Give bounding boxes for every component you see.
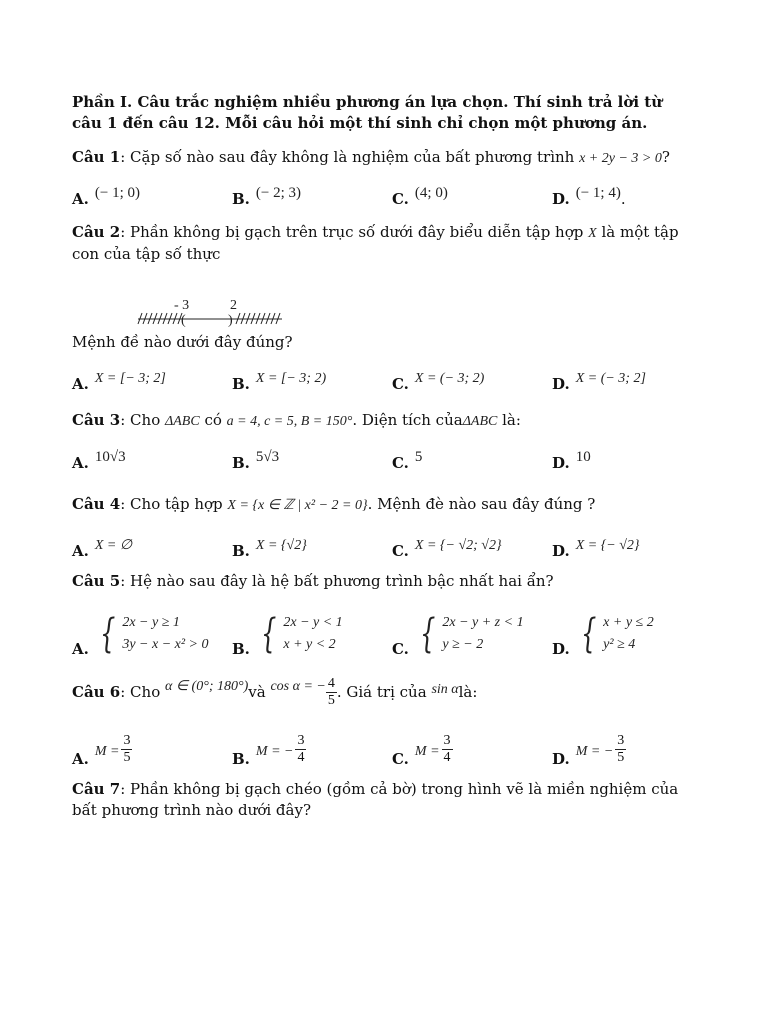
option-c[interactable] <box>392 735 453 768</box>
question-3-options <box>72 432 692 472</box>
system-of-inequalities: { x + y ≤ 2 y² ≥ 4 <box>580 611 654 657</box>
option-value: X = (− 3; 2] <box>575 371 646 386</box>
option-a[interactable] <box>72 735 132 768</box>
question-5-label: Câu 5 <box>72 572 121 590</box>
option-value: X = ∅ <box>94 538 133 553</box>
system-of-inequalities: { 2x − y < 1 x + y < 2 <box>260 611 343 657</box>
option-c[interactable] <box>392 185 448 208</box>
question-5-text: : Hệ nào sau đây là hệ bất phương trình bậc nhất hai ẩn? <box>120 572 554 590</box>
section-header <box>72 92 692 134</box>
header-line-1: Phần I. Câu trắc nghiệm nhiều phương án lựa chọn. Thí sinh trả lời từ <box>72 93 663 111</box>
question-1 <box>72 147 692 169</box>
question-3-text: có <box>199 411 227 429</box>
hatch-left <box>138 313 182 324</box>
question-3-label: Câu 3 <box>72 411 121 429</box>
option-label: A. <box>72 542 89 560</box>
system-line-1: 2x − y + z < 1 <box>442 615 524 630</box>
question-1-text: : Cặp số nào sau đây không là nghiệm của bất phương trình <box>120 148 580 166</box>
option-prefix: M = <box>94 744 120 759</box>
option-a[interactable] <box>72 371 166 393</box>
option-label: A. <box>72 190 89 208</box>
triangle-symbol: ΔABC <box>165 414 200 429</box>
option-value: (− 1; 4) <box>575 185 621 201</box>
option-label: D. <box>552 375 570 393</box>
option-value: 10√3 <box>94 449 126 465</box>
question-7-label: Câu 7 <box>72 780 121 798</box>
fraction-denominator: 4 <box>443 750 451 765</box>
question-2-options <box>72 353 692 393</box>
system-line-2: x + y < 2 <box>283 637 336 652</box>
system-of-inequalities: { 2x − y ≥ 1 3y − x − x² > 0 <box>99 611 209 657</box>
option-label: C. <box>392 190 409 208</box>
question-3-text: là: <box>497 411 521 429</box>
fraction-denominator: 4 <box>297 750 305 765</box>
option-label: D. <box>552 640 570 658</box>
option-label: B. <box>232 750 250 768</box>
option-a[interactable] <box>72 449 126 472</box>
option-c[interactable] <box>392 449 423 472</box>
option-label: D. <box>552 454 570 472</box>
question-7-line-2: bất phương trình nào dưới đây? <box>72 801 311 819</box>
option-b[interactable] <box>232 611 343 658</box>
option-value: X = {− √2} <box>575 538 640 553</box>
given-values: a = 4, c = 5, B = 150° <box>226 414 353 429</box>
option-label: C. <box>392 750 409 768</box>
question-1-options <box>72 168 692 208</box>
fraction-denominator: 5 <box>617 750 625 765</box>
system-line-2: y ≥ − 2 <box>442 637 484 652</box>
cos-fraction <box>326 676 337 709</box>
option-fraction <box>295 733 306 766</box>
option-d[interactable] <box>552 371 646 393</box>
option-fraction <box>615 733 626 766</box>
question-6 <box>72 672 692 712</box>
question-2-text-end: là một tập <box>596 223 679 241</box>
question-1-end: ? <box>661 148 670 166</box>
option-value: X = (− 3; 2) <box>414 371 485 386</box>
option-b[interactable] <box>232 735 306 768</box>
option-b[interactable] <box>232 185 302 208</box>
sin-expression: sin α <box>431 681 459 697</box>
option-label: A. <box>72 750 89 768</box>
system-line-1: 2x − y < 1 <box>283 615 343 630</box>
option-label: D. <box>552 190 570 208</box>
option-label: D. <box>552 750 570 768</box>
number-line-figure <box>134 294 286 328</box>
system-line-1: x + y ≤ 2 <box>603 615 654 630</box>
question-6-label: Câu 6 <box>72 682 121 701</box>
option-d[interactable] <box>552 538 640 560</box>
question-6-text: và <box>248 682 266 701</box>
question-6-options <box>72 726 692 768</box>
system-line-2: 3y − x − x² > 0 <box>122 637 209 652</box>
option-label: B. <box>232 190 250 208</box>
option-b[interactable] <box>232 371 327 393</box>
fraction-numerator: 3 <box>297 733 305 748</box>
option-value: (4; 0) <box>414 185 448 201</box>
option-value: 5 <box>414 449 423 465</box>
option-b[interactable] <box>232 538 307 560</box>
option-value: X = [− 3; 2) <box>255 371 327 386</box>
option-d[interactable] <box>552 611 654 658</box>
axis-label-right: 2 <box>230 298 237 313</box>
option-value: 10 <box>575 449 591 465</box>
option-c[interactable] <box>392 611 524 658</box>
system-line-2: y² ≥ 4 <box>603 637 636 652</box>
close-bracket-mark: ) <box>228 313 233 328</box>
fraction-denominator: 5 <box>327 692 335 708</box>
option-fraction <box>121 733 132 766</box>
option-label: A. <box>72 640 89 658</box>
question-3-text: : Cho <box>120 411 165 429</box>
cos-expression: cos α = − <box>270 678 326 694</box>
fraction-denominator: 5 <box>123 750 131 765</box>
question-4-text: : Cho tập hợp <box>120 495 228 513</box>
option-a[interactable] <box>72 611 209 658</box>
question-2 <box>72 222 692 265</box>
option-c[interactable] <box>392 371 485 393</box>
fraction-numerator: 3 <box>443 733 451 748</box>
question-3-text: . Diện tích của <box>352 411 463 429</box>
system-line-1: 2x − y ≥ 1 <box>122 615 180 630</box>
question-5 <box>72 571 692 592</box>
option-label: A. <box>72 375 89 393</box>
question-4-options <box>72 520 692 560</box>
question-6-text: : Cho <box>120 682 161 701</box>
option-suffix: . <box>620 190 626 208</box>
question-7-text: : Phần không bị gạch chéo (gồm cả bờ) trong hình vẽ là miền nghiệm của <box>120 780 679 798</box>
option-label: B. <box>232 454 250 472</box>
option-label: A. <box>72 454 89 472</box>
question-1-label: Câu 1 <box>72 148 121 166</box>
option-prefix: M = − <box>575 744 614 759</box>
alpha-domain: α ∈ (0°; 180°) <box>165 678 249 694</box>
option-d[interactable] <box>552 449 591 472</box>
option-fraction <box>442 733 453 766</box>
option-value: X = {− √2; √2} <box>414 538 502 553</box>
option-b[interactable] <box>232 449 280 472</box>
option-label: B. <box>232 375 250 393</box>
triangle-symbol: ΔABC <box>462 414 498 429</box>
option-label: C. <box>392 375 409 393</box>
option-value: (− 2; 3) <box>255 185 302 201</box>
open-bracket-mark: ( <box>181 313 186 328</box>
question-2-line-2: con của tập số thực <box>72 245 221 263</box>
question-6-text: . Giá trị của <box>336 682 427 701</box>
question-4-text: . Mệnh đè nào sau đây đúng ? <box>367 495 596 513</box>
hatch-right <box>236 313 280 324</box>
option-label: C. <box>392 640 409 658</box>
question-2-text: : Phần không bị gạch trên trục số dưới đây biểu diễn tập hợp <box>120 223 589 241</box>
option-a[interactable] <box>72 538 133 560</box>
option-value: (− 1; 0) <box>94 185 140 201</box>
fraction-numerator: 3 <box>617 733 625 748</box>
question-7 <box>72 779 692 821</box>
system-of-inequalities: { 2x − y + z < 1 y ≥ − 2 <box>419 611 524 657</box>
option-label: C. <box>392 542 409 560</box>
question-5-options <box>72 598 692 658</box>
fraction-numerator: 4 <box>327 675 335 691</box>
question-2-prompt: Mệnh đề nào dưới đây đúng? <box>72 333 293 351</box>
question-2-variable: X <box>588 226 597 241</box>
question-4-label: Câu 4 <box>72 495 121 513</box>
option-d[interactable] <box>552 735 626 768</box>
option-value: X = [− 3; 2] <box>94 371 166 386</box>
axis-label-left: - 3 <box>174 298 190 313</box>
header-line-2: câu 1 đến câu 12. Mỗi câu hỏi một thí sinh chỉ chọn một phương án. <box>72 114 648 132</box>
option-label: C. <box>392 454 409 472</box>
option-label: D. <box>552 542 570 560</box>
option-prefix: M = − <box>255 744 294 759</box>
option-label: B. <box>232 640 250 658</box>
option-label: B. <box>232 542 250 560</box>
set-definition: X = {x ∈ ℤ | x² − 2 = 0} <box>227 498 368 513</box>
option-c[interactable] <box>392 538 502 560</box>
question-2-label: Câu 2 <box>72 223 121 241</box>
question-6-text: là: <box>458 682 478 701</box>
question-4 <box>72 494 692 516</box>
option-d[interactable] <box>552 185 626 208</box>
question-1-inequality: x + 2y − 3 > 0 <box>579 151 662 166</box>
option-value: 5√3 <box>255 449 280 465</box>
fraction-numerator: 3 <box>123 733 131 748</box>
option-prefix: M = <box>414 744 440 759</box>
question-3 <box>72 410 692 432</box>
option-value: X = {√2} <box>255 538 307 553</box>
option-a[interactable] <box>72 185 140 208</box>
